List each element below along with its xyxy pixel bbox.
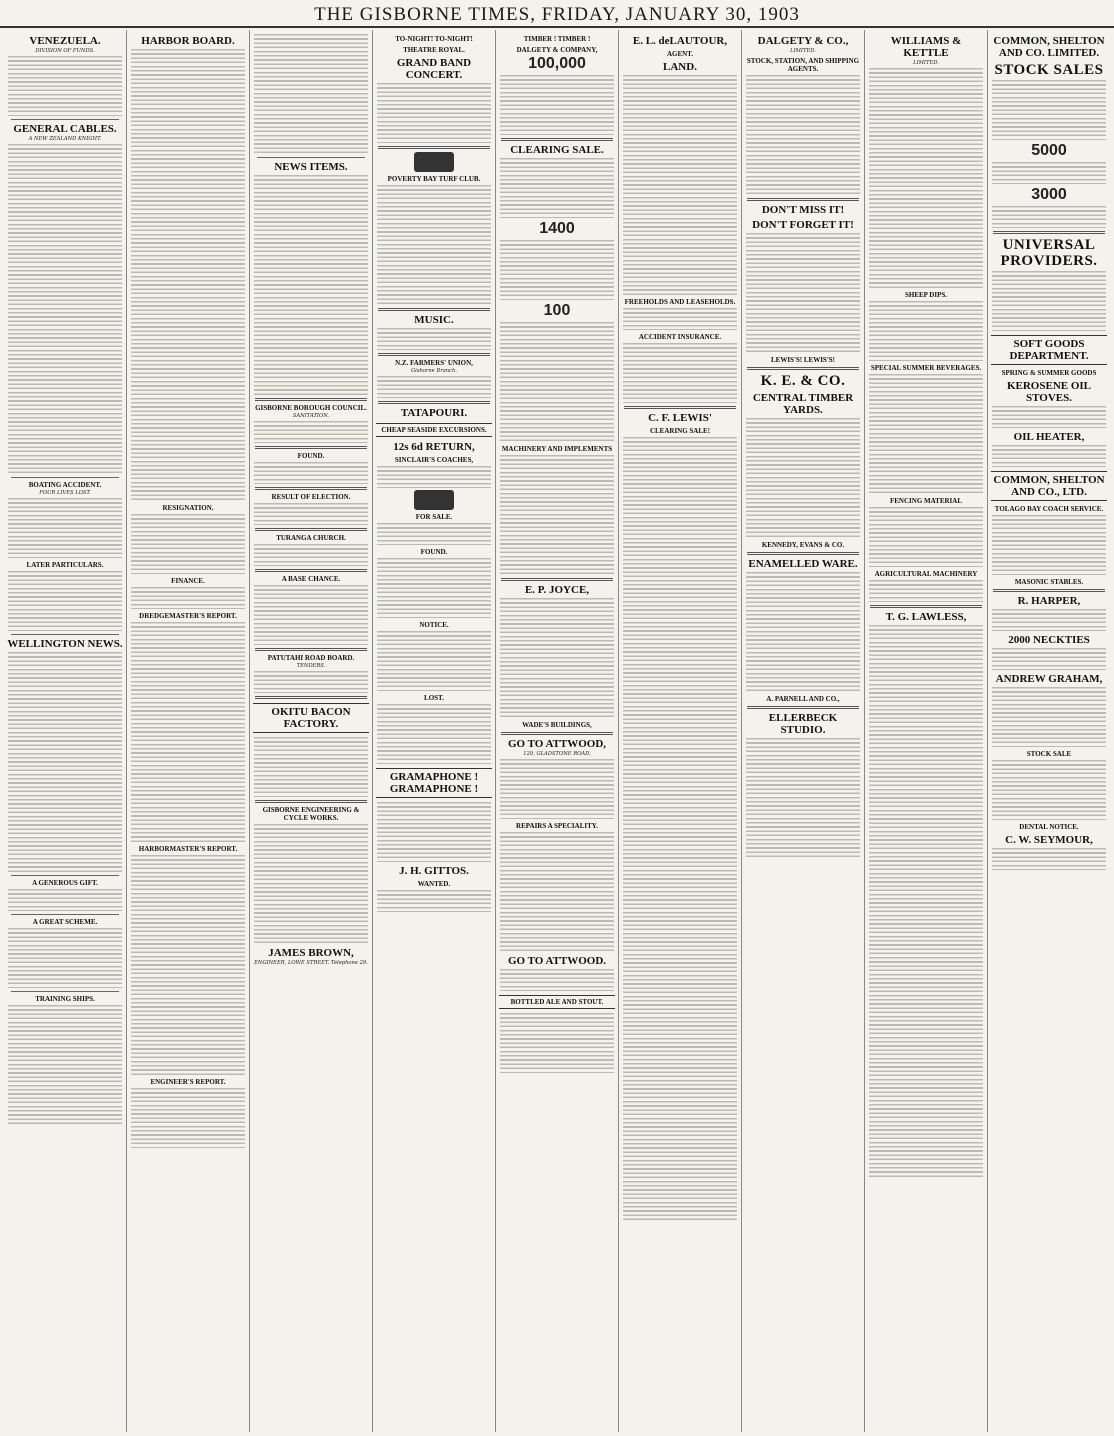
ad-body: [746, 738, 860, 858]
heading-wanted: WANTED.: [417, 880, 451, 888]
heading-williams-kettle: WILLIAMS & KETTLE: [890, 35, 962, 59]
heading-agricultural-machinery: AGRICULTURAL MACHINERY: [874, 570, 978, 578]
ad-body: [377, 185, 491, 305]
heading-tg-lawless: T. G. LAWLESS,: [885, 611, 967, 623]
subheading-sanitation: SANITATION.: [292, 413, 330, 419]
ad-body: [377, 328, 491, 350]
subheading-nz-knight: A NEW ZEALAND KNIGHT.: [28, 136, 102, 142]
heading-dental-notice: DENTAL NOTICE.: [1019, 823, 1079, 831]
heading-parnell: A. PARNELL AND CO.,: [766, 695, 840, 703]
column-2: [127, 30, 250, 1432]
figure-3000: 3000: [1031, 186, 1067, 203]
heading-harbor-board: HARBOR BOARD.: [141, 35, 235, 47]
heading-resignation: RESIGNATION.: [162, 504, 214, 512]
classified-ads: [623, 1101, 737, 1221]
ad-body: [992, 162, 1106, 184]
ad-body: [500, 455, 614, 575]
classified-ads: [623, 769, 737, 1099]
heading-r-harper: R. HARPER,: [1017, 595, 1081, 607]
article-body: [254, 34, 368, 154]
heading-dredgemaster-report: DREDGEMASTER'S REPORT.: [139, 612, 237, 620]
article-body: [8, 56, 122, 116]
heading-theatre-royal: THEATRE ROYAL.: [403, 46, 465, 54]
masthead: THE GISBORNE TIMES, FRIDAY, JANUARY 30, 1903: [0, 0, 1114, 28]
ad-body: [500, 598, 614, 718]
ad-body: [500, 969, 614, 991]
figure-100000: 100,000: [528, 55, 586, 72]
notice-body: [254, 671, 368, 693]
column-9: [988, 30, 1110, 1432]
heading-tatapouri: TATAPOURI.: [400, 407, 468, 419]
ad-body: [500, 832, 614, 952]
ad-body: [992, 848, 1106, 870]
subheading-four-lives-lost: FOUR LIVES LOST.: [39, 490, 91, 496]
figure-1400: 1400: [539, 220, 575, 237]
heading-borough-council: GISBORNE BOROUGH COUNCIL.: [255, 404, 367, 412]
heading-universal-providers: UNIVERSAL PROVIDERS.: [1000, 237, 1098, 269]
ad-body: [254, 824, 368, 944]
heading-general-cables: GENERAL CABLES.: [13, 123, 117, 135]
heading-go-to-attwood: GO TO ATTWOOD,: [507, 738, 607, 750]
ad-body: [746, 418, 860, 538]
heading-masonic-stables: MASONIC STABLES.: [1014, 578, 1084, 586]
ad-body: [869, 507, 983, 567]
heading-central-timber: CENTRAL TIMBER YARDS.: [752, 392, 854, 416]
heading-poverty-bay-turf-club: POVERTY BAY TURF CLUB.: [387, 175, 481, 183]
notice-body: [254, 503, 368, 525]
ad-body: [992, 515, 1106, 575]
heading-engineer-report: ENGINEER'S REPORT.: [150, 1078, 226, 1086]
heading-common-shelton: COMMON, SHELTON AND CO. LIMITED.: [993, 35, 1105, 59]
ad-body: [500, 322, 614, 442]
heading-dont-forget-it: DON'T FORGET IT!: [752, 219, 854, 231]
column-4: [373, 30, 496, 1432]
subheading-gisborne-branch: Gisborne Branch.: [410, 368, 458, 374]
ad-body: [992, 760, 1106, 820]
ad-body: [500, 759, 614, 819]
notice-body: [254, 462, 368, 484]
subheading-limited: LIMITED.: [790, 48, 816, 54]
heading-tonight: TO-NIGHT! TO-NIGHT!: [395, 35, 473, 43]
ad-body: [992, 271, 1106, 331]
column-8: [865, 30, 988, 1432]
heading-wellington-news: WELLINGTON NEWS.: [7, 638, 123, 650]
heading-gittos: J. H. GITTOS.: [399, 865, 469, 877]
figure-5000: 5000: [1031, 142, 1067, 159]
article-body: [8, 1005, 122, 1125]
heading-james-brown: JAMES BROWN,: [268, 947, 354, 959]
heading-land: LAND.: [663, 61, 697, 73]
heading-lewis-clearing-sale: CLEARING SALE!: [649, 427, 711, 435]
ad-body: [623, 308, 737, 330]
heading-news-items: NEWS ITEMS.: [274, 161, 348, 173]
article-body: [8, 652, 122, 872]
article-body: [8, 571, 122, 631]
heading-fencing-material: FENCING MATERIAL: [889, 497, 962, 505]
heading-enamelled-ware: ENAMELLED WARE.: [748, 558, 858, 570]
heading-notice: NOTICE.: [419, 621, 449, 629]
figure-100: 100: [543, 302, 571, 319]
heading-dalgety-co: DALGETY & CO.,: [757, 35, 849, 47]
coach-illustration: [414, 490, 454, 510]
heading-turanga-church: TURANGA CHURCH.: [276, 534, 346, 542]
column-6: [619, 30, 742, 1432]
heading-patutahi-road-board: PATUTAHI ROAD BOARD.: [267, 654, 355, 662]
ad-body: [746, 572, 860, 692]
heading-stock-sales: STOCK SALES: [994, 62, 1104, 78]
ad-body: [992, 648, 1106, 670]
notice-body: [377, 376, 491, 398]
heading-bottled-ale: BOTTLED ALE AND STOUT.: [499, 995, 615, 1009]
subheading-limited-8: LIMITED.: [913, 60, 939, 66]
ad-body: [746, 75, 860, 195]
heading-great-scheme: A GREAT SCHEME.: [32, 918, 98, 926]
column-7: [742, 30, 865, 1432]
heading-ep-joyce: E. P. JOYCE,: [524, 584, 590, 596]
heading-andrew-graham: ANDREW GRAHAM,: [995, 673, 1103, 685]
ad-body: [500, 240, 614, 300]
heading-soft-goods: SOFT GOODS DEPARTMENT.: [991, 335, 1107, 365]
heading-dont-miss-it: DON'T MISS IT!: [761, 204, 845, 216]
article-body: [8, 144, 122, 474]
notice-body: [377, 558, 491, 618]
heading-training-ships: TRAINING SHIPS.: [35, 995, 95, 1003]
heading-dalgety: DALGETY & COMPANY,: [516, 46, 598, 54]
heading-freeholds: FREEHOLDS AND LEASEHOLDS.: [624, 298, 736, 306]
heading-cf-lewis: C. F. LEWIS': [648, 412, 712, 424]
heading-ellerbeck-studio: ELLERBECK STUDIO.: [768, 712, 838, 736]
article-body: [254, 175, 368, 395]
heading-clearing-sale: CLEARING SALE.: [510, 144, 604, 156]
notice-body: [377, 631, 491, 691]
ad-body: [623, 343, 737, 403]
ad-body: [869, 374, 983, 494]
ad-body: [869, 68, 983, 288]
heading-oil-heater: OIL HEATER,: [1013, 431, 1085, 443]
heading-common-shelton-2: COMMON, SHELTON AND CO., LTD.: [991, 471, 1107, 501]
ad-body: [254, 737, 368, 797]
heading-engineering-works: GISBORNE ENGINEERING & CYCLE WORKS.: [262, 806, 360, 822]
subheading-james-brown-address: ENGINEER, LOWE STREET. Telephone 29.: [254, 960, 368, 966]
ad-body: [500, 75, 614, 135]
ad-body: [623, 75, 737, 295]
ad-body: [992, 687, 1106, 747]
heading-boating-accident: BOATING ACCIDENT.: [28, 481, 102, 489]
heading-base-chance: A BASE CHANCE.: [281, 575, 341, 583]
horse-illustration: [414, 152, 454, 172]
heading-lost: LOST.: [424, 694, 444, 702]
heading-later-particulars: LATER PARTICULARS.: [26, 561, 104, 569]
column-5: [496, 30, 619, 1432]
ad-body: [992, 206, 1106, 228]
heading-kennedy-evans: KENNEDY, EVANS & CO.: [761, 541, 845, 549]
heading-for-sale: FOR SALE.: [415, 513, 453, 521]
heading-accident-insurance: ACCIDENT INSURANCE.: [638, 333, 722, 341]
ad-body: [377, 890, 491, 912]
heading-neckties: 2000 NECKTIES: [1008, 634, 1090, 646]
heading-sheep-dips: SHEEP DIPS.: [904, 291, 947, 299]
notice-body: [254, 544, 368, 566]
article-body: [131, 587, 245, 609]
heading-return-fare: 12s 6d RETURN,: [393, 441, 475, 453]
heading-summer-beverages: SPECIAL SUMMER BEVERAGES.: [870, 364, 982, 372]
article-body: [131, 514, 245, 574]
notice-body: [254, 421, 368, 443]
heading-music: MUSIC.: [414, 314, 454, 326]
classified-ads: [869, 957, 983, 1177]
column-3: [250, 30, 373, 1432]
heading-harbormaster-report: HARBORMASTER'S REPORT.: [138, 845, 238, 853]
article-body: [131, 622, 245, 842]
ad-body: [992, 80, 1106, 140]
heading-stock-sale: STOCK SALE: [1026, 750, 1072, 758]
notice-body: [377, 704, 491, 764]
heading-finance: FINANCE.: [171, 577, 205, 585]
article-body: [8, 889, 122, 911]
classified-ads: [869, 625, 983, 955]
subheading-division-of-funds: DIVISION OF FUNDS.: [35, 48, 95, 54]
article-body: [8, 498, 122, 558]
heading-farmers-union: N.Z. FARMERS' UNION,: [395, 359, 473, 367]
ad-body: [377, 466, 491, 488]
heading-seaside-excursions: CHEAP SEASIDE EXCURSIONS.: [376, 423, 492, 437]
ad-body: [992, 609, 1106, 631]
heading-grand-band-concert: GRAND BAND CONCERT.: [396, 57, 472, 81]
ad-body: [500, 1013, 614, 1073]
heading-seymour: C. W. SEYMOUR,: [1005, 834, 1093, 846]
heading-generous-gift: A GENEROUS GIFT.: [32, 879, 98, 887]
article-body: [131, 49, 245, 379]
subheading-attwood-address: 129, GLADSTONE ROAD,: [523, 751, 591, 757]
heading-ke-co: K. E. & CO.: [760, 373, 846, 389]
column-1: [4, 30, 127, 1432]
ad-body: [869, 301, 983, 361]
heading-venezuela: VENEZUELA.: [29, 35, 101, 47]
heading-gramaphone: GRAMAPHONE ! GRAMAPHONE !: [376, 768, 492, 798]
heading-sinclairs-coaches: SINCLAIR'S COACHES,: [394, 456, 474, 464]
ad-body: [500, 158, 614, 218]
ad-body: [377, 802, 491, 862]
ad-body: [869, 580, 983, 602]
article-body: [8, 928, 122, 988]
article-body: [131, 381, 245, 501]
ad-body: [377, 83, 491, 143]
heading-kerosene-stoves: KEROSENE OIL STOVES.: [1006, 380, 1092, 404]
heading-found: FOUND.: [297, 452, 325, 460]
heading-stock-station: STOCK, STATION, AND SHIPPING AGENTS.: [746, 57, 860, 73]
ad-body: [377, 523, 491, 545]
heading-spring-summer-goods: SPRING & SUMMER GOODS: [1001, 369, 1097, 377]
heading-result-of-election: RESULT OF ELECTION.: [271, 493, 351, 501]
ad-body: [992, 445, 1106, 467]
heading-go-to-attwood-2: GO TO ATTWOOD.: [507, 955, 607, 967]
heading-repairs: REPAIRS A SPECIALITY.: [516, 822, 598, 830]
heading-machinery: MACHINERY AND IMPLEMENTS: [501, 445, 613, 453]
heading-timber: TIMBER ! TIMBER !: [523, 35, 591, 43]
heading-tolago-bay-coach: TOLAGO BAY COACH SERVICE.: [994, 505, 1104, 513]
heading-wades-buildings: WADE'S BUILDINGS,: [522, 721, 592, 729]
article-body: [131, 855, 245, 1075]
classified-ads: [623, 437, 737, 767]
notice-body: [254, 585, 368, 645]
ad-body: [992, 406, 1106, 428]
heading-okitu-bacon-factory: OKITU BACON FACTORY.: [253, 703, 369, 733]
subheading-tenders: TENDERS.: [296, 663, 326, 669]
heading-lewiss: LEWIS'S! LEWIS'S!: [771, 356, 835, 364]
heading-delautour: E. L. deLAUTOUR,: [632, 35, 728, 47]
heading-agent: AGENT.: [666, 50, 694, 58]
article-body: [131, 1088, 245, 1148]
heading-found-4: FOUND.: [420, 548, 448, 556]
ad-body: [746, 233, 860, 353]
newspaper-columns: [4, 30, 1110, 1432]
